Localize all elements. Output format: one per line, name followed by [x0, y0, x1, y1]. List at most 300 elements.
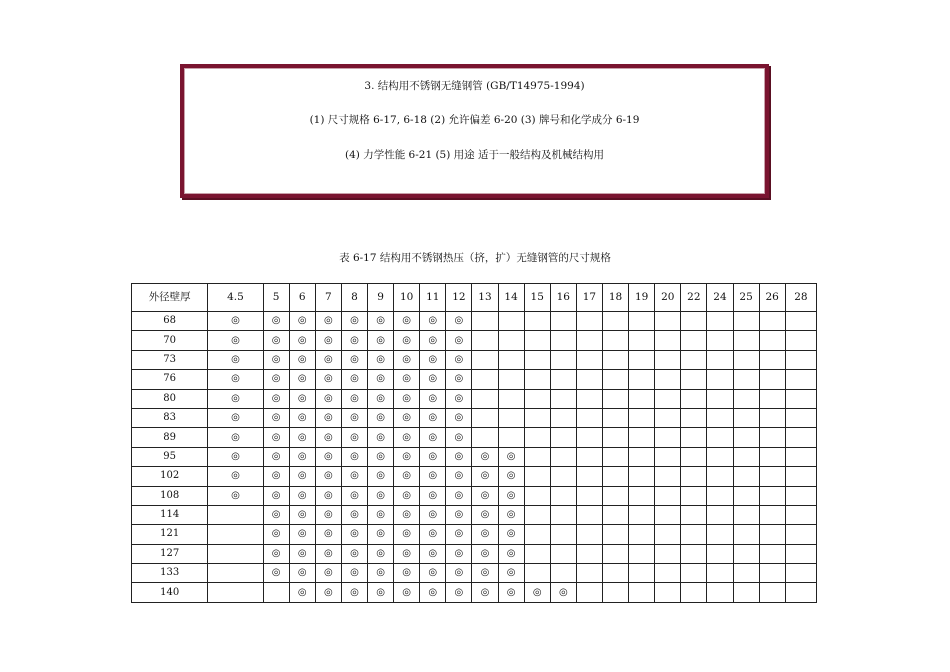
empty-cell: [602, 564, 628, 583]
empty-cell: [681, 525, 707, 544]
empty-cell: [576, 486, 602, 505]
available-mark: ◎: [368, 312, 394, 331]
empty-cell: [602, 428, 628, 447]
empty-cell: [759, 447, 785, 466]
empty-cell: [576, 312, 602, 331]
available-mark: ◎: [368, 467, 394, 486]
empty-cell: [707, 505, 733, 524]
available-mark: ◎: [263, 331, 289, 350]
available-mark: ◎: [341, 525, 367, 544]
empty-cell: [602, 389, 628, 408]
available-mark: ◎: [289, 312, 315, 331]
empty-cell: [785, 408, 816, 427]
available-mark: ◎: [289, 389, 315, 408]
empty-cell: [707, 544, 733, 563]
empty-cell: [733, 370, 759, 389]
available-mark: ◎: [498, 564, 524, 583]
empty-cell: [498, 370, 524, 389]
available-mark: ◎: [208, 408, 263, 427]
empty-cell: [759, 544, 785, 563]
header-corner: 外径壁厚: [132, 284, 208, 312]
outer-diameter-cell: 83: [132, 408, 208, 427]
available-mark: ◎: [394, 312, 420, 331]
empty-cell: [498, 408, 524, 427]
empty-cell: [655, 544, 681, 563]
available-mark: ◎: [263, 486, 289, 505]
outer-diameter-cell: 76: [132, 370, 208, 389]
available-mark: ◎: [208, 447, 263, 466]
available-mark: ◎: [263, 525, 289, 544]
available-mark: ◎: [341, 505, 367, 524]
empty-cell: [472, 370, 498, 389]
empty-cell: [681, 428, 707, 447]
empty-cell: [759, 428, 785, 447]
available-mark: ◎: [341, 467, 367, 486]
empty-cell: [759, 583, 785, 602]
table-row: [132, 389, 817, 408]
available-mark: ◎: [315, 350, 341, 369]
empty-cell: [681, 467, 707, 486]
available-mark: ◎: [368, 447, 394, 466]
header-wall-thickness: 16: [550, 284, 576, 312]
header-wall-thickness: 7: [315, 284, 341, 312]
available-mark: ◎: [315, 525, 341, 544]
empty-cell: [472, 331, 498, 350]
empty-cell: [655, 408, 681, 427]
outer-diameter-cell: 68: [132, 312, 208, 331]
empty-cell: [733, 564, 759, 583]
empty-cell: [733, 486, 759, 505]
available-mark: ◎: [420, 525, 446, 544]
empty-cell: [576, 564, 602, 583]
empty-cell: [602, 447, 628, 466]
available-mark: ◎: [394, 428, 420, 447]
available-mark: ◎: [315, 428, 341, 447]
empty-cell: [576, 447, 602, 466]
empty-cell: [208, 583, 263, 602]
available-mark: ◎: [394, 370, 420, 389]
available-mark: ◎: [420, 312, 446, 331]
empty-cell: [524, 486, 550, 505]
empty-cell: [629, 505, 655, 524]
empty-cell: [576, 389, 602, 408]
empty-cell: [707, 370, 733, 389]
empty-cell: [707, 467, 733, 486]
empty-cell: [733, 428, 759, 447]
empty-cell: [629, 467, 655, 486]
empty-cell: [208, 564, 263, 583]
empty-cell: [785, 583, 816, 602]
available-mark: ◎: [263, 428, 289, 447]
available-mark: ◎: [498, 544, 524, 563]
empty-cell: [707, 312, 733, 331]
available-mark: ◎: [289, 583, 315, 602]
empty-cell: [602, 583, 628, 602]
table-row: [132, 486, 817, 505]
header-wall-thickness: 22: [681, 284, 707, 312]
empty-cell: [733, 467, 759, 486]
header-wall-thickness: 4.5: [208, 284, 263, 312]
empty-cell: [785, 525, 816, 544]
empty-cell: [681, 447, 707, 466]
empty-cell: [208, 525, 263, 544]
available-mark: ◎: [420, 331, 446, 350]
available-mark: ◎: [420, 486, 446, 505]
empty-cell: [707, 564, 733, 583]
header-wall-thickness: 18: [602, 284, 628, 312]
empty-cell: [681, 583, 707, 602]
available-mark: ◎: [446, 564, 472, 583]
available-mark: ◎: [394, 350, 420, 369]
empty-cell: [733, 544, 759, 563]
available-mark: ◎: [394, 389, 420, 408]
available-mark: ◎: [446, 505, 472, 524]
available-mark: ◎: [263, 389, 289, 408]
available-mark: ◎: [446, 389, 472, 408]
available-mark: ◎: [263, 564, 289, 583]
available-mark: ◎: [208, 428, 263, 447]
empty-cell: [472, 389, 498, 408]
available-mark: ◎: [263, 350, 289, 369]
empty-cell: [576, 525, 602, 544]
empty-cell: [681, 408, 707, 427]
empty-cell: [655, 505, 681, 524]
empty-cell: [602, 467, 628, 486]
empty-cell: [576, 583, 602, 602]
header-wall-thickness: 10: [394, 284, 420, 312]
available-mark: ◎: [368, 583, 394, 602]
empty-cell: [550, 564, 576, 583]
empty-cell: [472, 312, 498, 331]
available-mark: ◎: [446, 331, 472, 350]
empty-cell: [576, 331, 602, 350]
empty-cell: [602, 544, 628, 563]
empty-cell: [759, 350, 785, 369]
empty-cell: [785, 389, 816, 408]
available-mark: ◎: [263, 544, 289, 563]
available-mark: ◎: [263, 370, 289, 389]
available-mark: ◎: [446, 350, 472, 369]
table-row: [132, 447, 817, 466]
table-row: [132, 583, 817, 602]
available-mark: ◎: [394, 544, 420, 563]
available-mark: ◎: [208, 331, 263, 350]
empty-cell: [524, 331, 550, 350]
available-mark: ◎: [472, 564, 498, 583]
empty-cell: [707, 408, 733, 427]
available-mark: ◎: [341, 331, 367, 350]
available-mark: ◎: [394, 505, 420, 524]
empty-cell: [629, 486, 655, 505]
empty-cell: [498, 312, 524, 331]
available-mark: ◎: [498, 467, 524, 486]
header-wall-thickness: 24: [707, 284, 733, 312]
available-mark: ◎: [315, 312, 341, 331]
available-mark: ◎: [420, 389, 446, 408]
empty-cell: [576, 505, 602, 524]
available-mark: ◎: [208, 389, 263, 408]
empty-cell: [707, 331, 733, 350]
available-mark: ◎: [208, 312, 263, 331]
available-mark: ◎: [341, 350, 367, 369]
empty-cell: [629, 583, 655, 602]
empty-cell: [576, 350, 602, 369]
available-mark: ◎: [446, 583, 472, 602]
info-box: [180, 64, 769, 198]
available-mark: ◎: [446, 408, 472, 427]
available-mark: ◎: [208, 467, 263, 486]
available-mark: ◎: [341, 408, 367, 427]
empty-cell: [707, 525, 733, 544]
outer-diameter-cell: 80: [132, 389, 208, 408]
empty-cell: [733, 389, 759, 408]
available-mark: ◎: [472, 525, 498, 544]
outer-diameter-cell: 140: [132, 583, 208, 602]
available-mark: ◎: [472, 583, 498, 602]
available-mark: ◎: [341, 564, 367, 583]
header-wall-thickness: 25: [733, 284, 759, 312]
empty-cell: [576, 428, 602, 447]
available-mark: ◎: [472, 447, 498, 466]
table-row: [132, 370, 817, 389]
available-mark: ◎: [394, 525, 420, 544]
empty-cell: [655, 583, 681, 602]
empty-cell: [498, 350, 524, 369]
available-mark: ◎: [341, 583, 367, 602]
table-row: [132, 544, 817, 563]
table-row: [132, 505, 817, 524]
empty-cell: [785, 544, 816, 563]
table-row: [132, 350, 817, 369]
header-wall-thickness: 20: [655, 284, 681, 312]
empty-cell: [602, 486, 628, 505]
available-mark: ◎: [315, 505, 341, 524]
empty-cell: [707, 447, 733, 466]
table-row: [132, 408, 817, 427]
empty-cell: [550, 350, 576, 369]
empty-cell: [524, 525, 550, 544]
available-mark: ◎: [289, 447, 315, 466]
header-wall-thickness: 11: [420, 284, 446, 312]
empty-cell: [263, 583, 289, 602]
empty-cell: [524, 350, 550, 369]
available-mark: ◎: [420, 350, 446, 369]
available-mark: ◎: [394, 331, 420, 350]
empty-cell: [550, 525, 576, 544]
available-mark: ◎: [368, 505, 394, 524]
available-mark: ◎: [315, 467, 341, 486]
empty-cell: [498, 331, 524, 350]
available-mark: ◎: [524, 583, 550, 602]
empty-cell: [759, 564, 785, 583]
empty-cell: [707, 486, 733, 505]
header-wall-thickness: 8: [341, 284, 367, 312]
available-mark: ◎: [368, 525, 394, 544]
empty-cell: [681, 350, 707, 369]
available-mark: ◎: [368, 389, 394, 408]
empty-cell: [524, 408, 550, 427]
available-mark: ◎: [498, 447, 524, 466]
empty-cell: [208, 544, 263, 563]
available-mark: ◎: [263, 467, 289, 486]
header-wall-thickness: 17: [576, 284, 602, 312]
empty-cell: [524, 467, 550, 486]
empty-cell: [655, 370, 681, 389]
empty-cell: [655, 564, 681, 583]
empty-cell: [629, 312, 655, 331]
available-mark: ◎: [289, 544, 315, 563]
empty-cell: [785, 505, 816, 524]
available-mark: ◎: [394, 408, 420, 427]
empty-cell: [524, 312, 550, 331]
available-mark: ◎: [472, 467, 498, 486]
available-mark: ◎: [446, 486, 472, 505]
available-mark: ◎: [289, 525, 315, 544]
available-mark: ◎: [315, 486, 341, 505]
empty-cell: [550, 486, 576, 505]
available-mark: ◎: [341, 428, 367, 447]
outer-diameter-cell: 73: [132, 350, 208, 369]
empty-cell: [629, 408, 655, 427]
header-wall-thickness: 13: [472, 284, 498, 312]
available-mark: ◎: [208, 350, 263, 369]
empty-cell: [550, 544, 576, 563]
available-mark: ◎: [498, 583, 524, 602]
empty-cell: [707, 428, 733, 447]
available-mark: ◎: [420, 408, 446, 427]
empty-cell: [550, 312, 576, 331]
header-wall-thickness: 9: [368, 284, 394, 312]
header-wall-thickness: 15: [524, 284, 550, 312]
empty-cell: [524, 370, 550, 389]
empty-cell: [759, 505, 785, 524]
empty-cell: [707, 389, 733, 408]
empty-cell: [785, 467, 816, 486]
empty-cell: [655, 447, 681, 466]
empty-cell: [733, 408, 759, 427]
available-mark: ◎: [289, 428, 315, 447]
available-mark: ◎: [472, 505, 498, 524]
header-wall-thickness: 6: [289, 284, 315, 312]
available-mark: ◎: [315, 331, 341, 350]
empty-cell: [576, 370, 602, 389]
empty-cell: [785, 428, 816, 447]
empty-cell: [733, 331, 759, 350]
table-caption: 表 6-17 结构用不锈钢热压（挤，扩）无缝钢管的尺寸规格: [339, 252, 611, 264]
available-mark: ◎: [289, 370, 315, 389]
header-wall-thickness: 14: [498, 284, 524, 312]
empty-cell: [629, 389, 655, 408]
available-mark: ◎: [315, 564, 341, 583]
empty-cell: [576, 467, 602, 486]
available-mark: ◎: [289, 486, 315, 505]
empty-cell: [759, 312, 785, 331]
empty-cell: [629, 564, 655, 583]
empty-cell: [759, 389, 785, 408]
empty-cell: [550, 505, 576, 524]
empty-cell: [759, 486, 785, 505]
empty-cell: [681, 505, 707, 524]
table-row: [132, 312, 817, 331]
info-line-2: (1) 尺寸规格 6-17, 6-18 (2) 允许偏差 6-20 (3) 牌号和化学成分 6-19: [309, 114, 640, 126]
available-mark: ◎: [341, 370, 367, 389]
empty-cell: [759, 370, 785, 389]
empty-cell: [208, 505, 263, 524]
available-mark: ◎: [263, 312, 289, 331]
available-mark: ◎: [289, 564, 315, 583]
empty-cell: [472, 408, 498, 427]
available-mark: ◎: [446, 428, 472, 447]
empty-cell: [524, 389, 550, 408]
available-mark: ◎: [446, 467, 472, 486]
empty-cell: [785, 564, 816, 583]
empty-cell: [602, 370, 628, 389]
available-mark: ◎: [446, 312, 472, 331]
empty-cell: [550, 408, 576, 427]
empty-cell: [576, 544, 602, 563]
available-mark: ◎: [368, 350, 394, 369]
header-wall-thickness: 5: [263, 284, 289, 312]
empty-cell: [785, 350, 816, 369]
empty-cell: [629, 447, 655, 466]
available-mark: ◎: [498, 486, 524, 505]
empty-cell: [550, 389, 576, 408]
available-mark: ◎: [550, 583, 576, 602]
empty-cell: [733, 312, 759, 331]
empty-cell: [681, 312, 707, 331]
available-mark: ◎: [368, 408, 394, 427]
empty-cell: [681, 389, 707, 408]
info-line-3: (4) 力学性能 6-21 (5) 用途 适于一般结构及机械结构用: [344, 149, 605, 161]
available-mark: ◎: [368, 331, 394, 350]
available-mark: ◎: [368, 486, 394, 505]
empty-cell: [602, 505, 628, 524]
empty-cell: [655, 428, 681, 447]
available-mark: ◎: [315, 447, 341, 466]
available-mark: ◎: [368, 544, 394, 563]
empty-cell: [498, 428, 524, 447]
empty-cell: [524, 428, 550, 447]
empty-cell: [759, 525, 785, 544]
empty-cell: [602, 350, 628, 369]
available-mark: ◎: [472, 486, 498, 505]
empty-cell: [681, 544, 707, 563]
available-mark: ◎: [315, 370, 341, 389]
available-mark: ◎: [446, 525, 472, 544]
empty-cell: [785, 447, 816, 466]
available-mark: ◎: [446, 447, 472, 466]
available-mark: ◎: [420, 505, 446, 524]
empty-cell: [733, 505, 759, 524]
empty-cell: [655, 350, 681, 369]
empty-cell: [629, 370, 655, 389]
empty-cell: [733, 350, 759, 369]
available-mark: ◎: [263, 408, 289, 427]
available-mark: ◎: [420, 370, 446, 389]
table-header-row: [132, 284, 817, 312]
outer-diameter-cell: 102: [132, 467, 208, 486]
empty-cell: [759, 408, 785, 427]
empty-cell: [550, 467, 576, 486]
empty-cell: [785, 331, 816, 350]
empty-cell: [655, 312, 681, 331]
available-mark: ◎: [208, 370, 263, 389]
available-mark: ◎: [289, 350, 315, 369]
empty-cell: [629, 544, 655, 563]
outer-diameter-cell: 121: [132, 525, 208, 544]
empty-cell: [550, 428, 576, 447]
info-title: 3. 结构用不锈钢无缝钢管 (GB/T14975-1994): [364, 80, 585, 92]
